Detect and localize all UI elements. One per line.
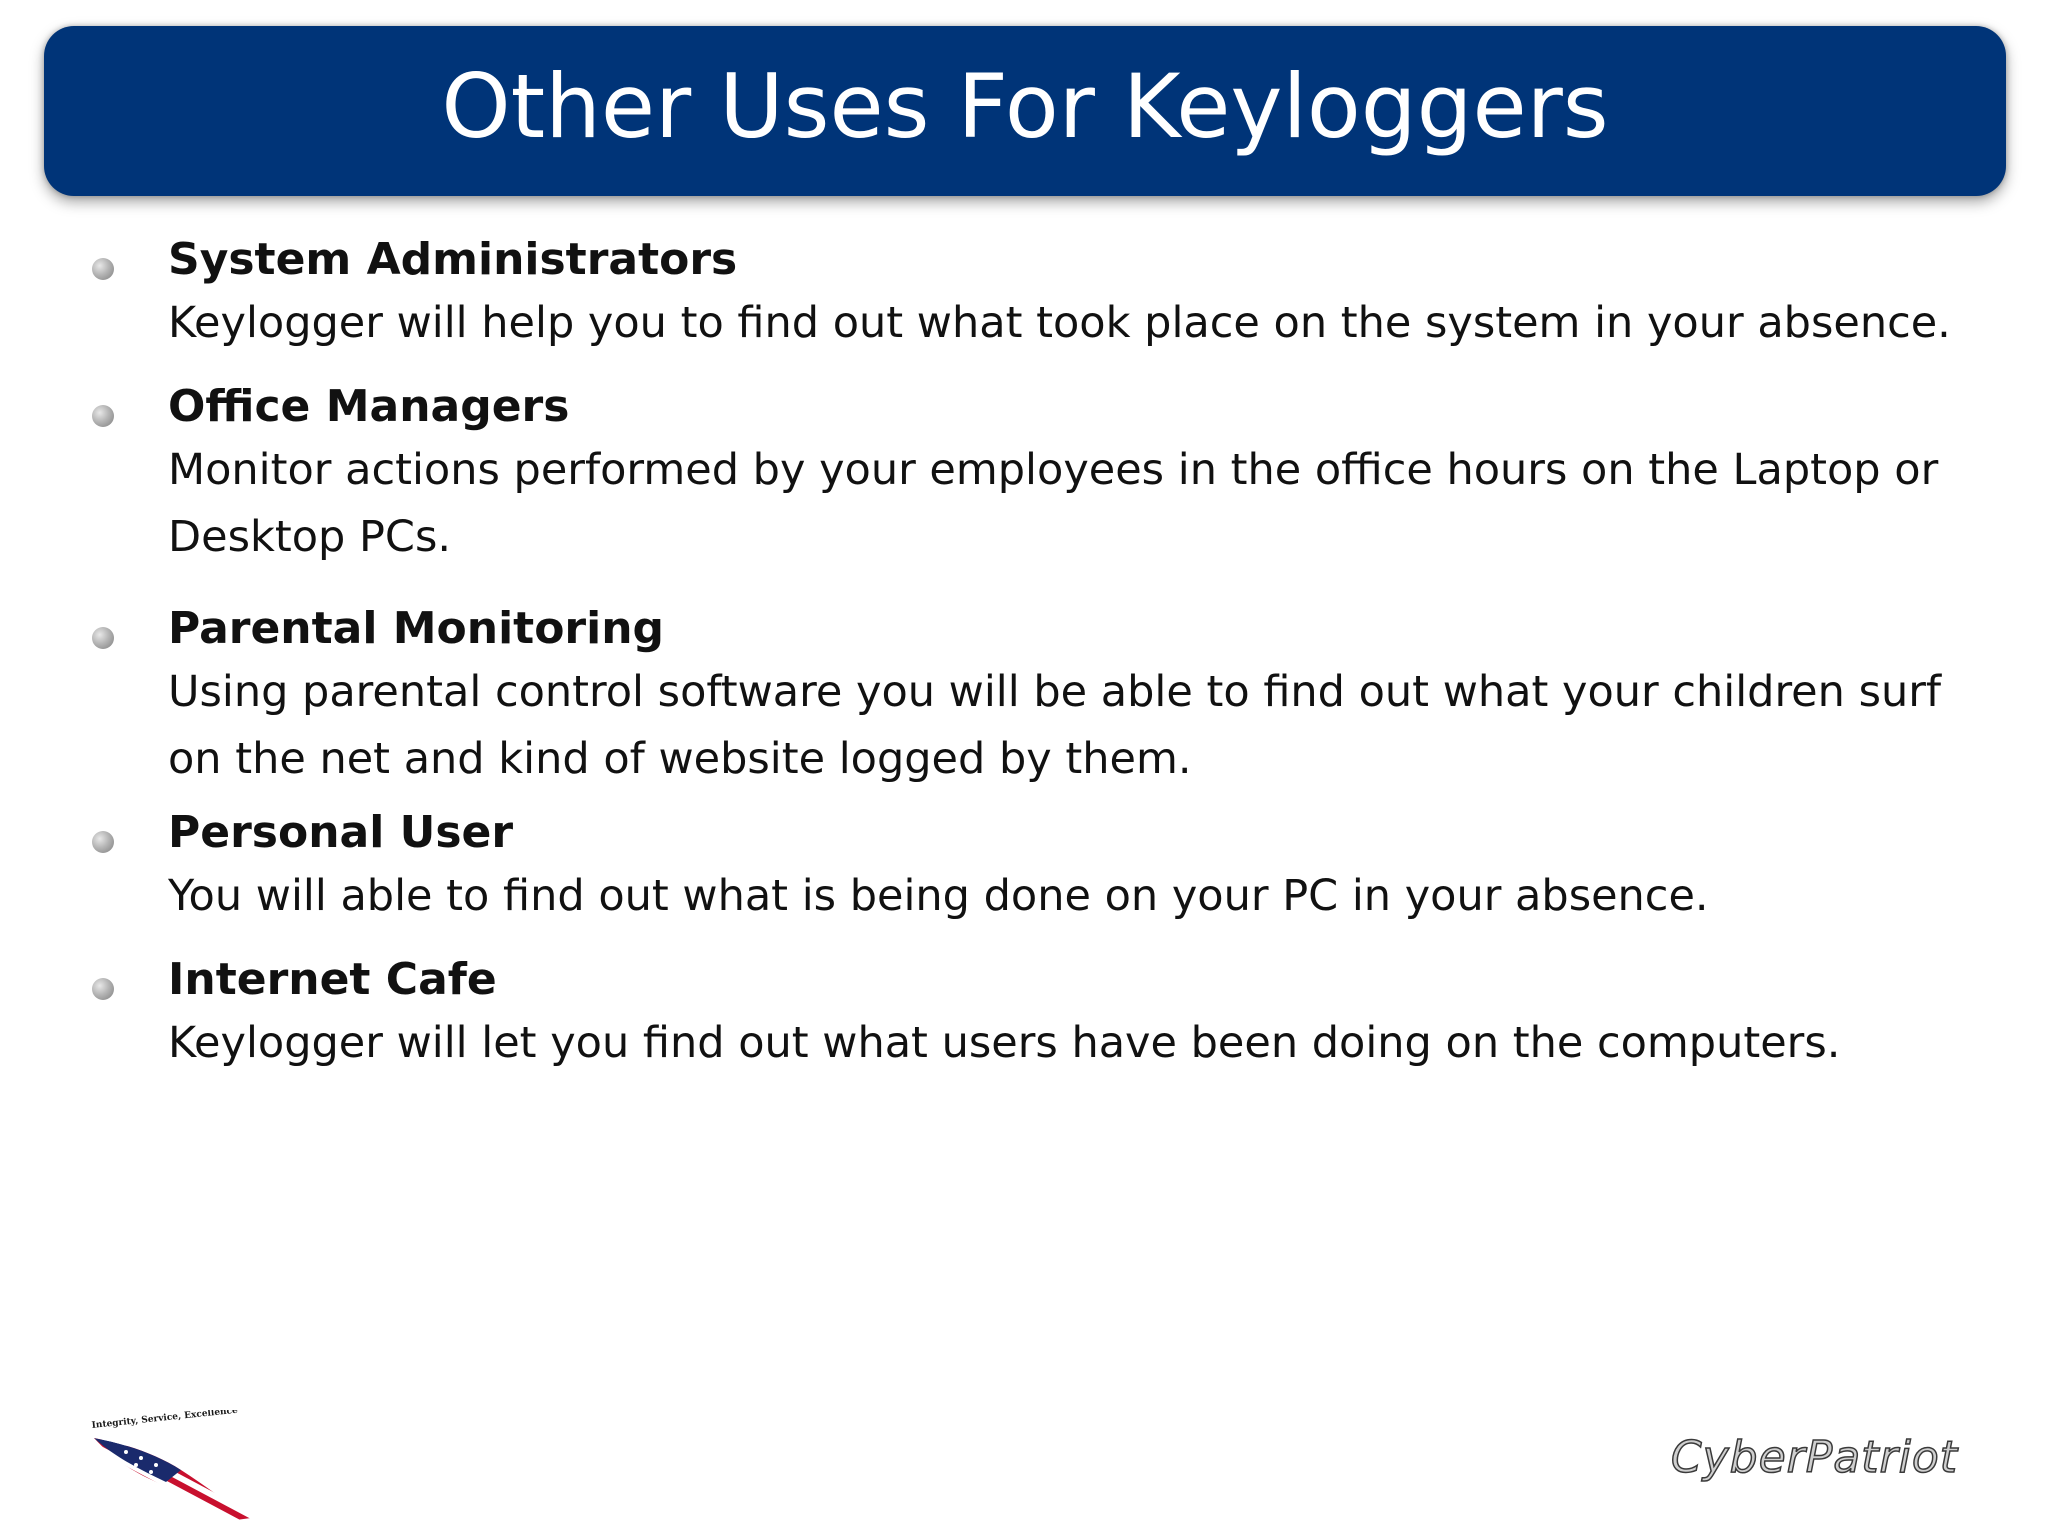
list-item xyxy=(92,950,1992,1077)
bullet-dot-icon xyxy=(92,627,114,649)
bullet-dot-icon xyxy=(92,258,114,280)
list-item xyxy=(92,377,1992,571)
item-description: You will able to find out what is being done on your PC in your absence. xyxy=(168,871,1709,921)
bullet-dot-icon xyxy=(92,831,114,853)
item-heading: Internet Cafe xyxy=(168,954,497,1005)
flag-logo xyxy=(86,1410,266,1520)
bullet-list xyxy=(92,230,1992,1077)
item-description: Using parental control software you will be able to find out what your children surf on the net and kind of website logged by them. xyxy=(168,667,1942,784)
bullet-dot-icon xyxy=(92,978,114,1000)
list-item xyxy=(92,599,1992,793)
item-description: Keylogger will let you find out what users have been doing on the computers. xyxy=(168,1018,1841,1068)
list-item xyxy=(92,803,1992,930)
us-flag-swoosh-icon xyxy=(86,1410,266,1520)
bullet-dot-icon xyxy=(92,405,114,427)
title-bar xyxy=(44,26,2006,196)
list-item xyxy=(92,230,1992,357)
item-heading: System Administrators xyxy=(168,234,738,285)
item-heading: Parental Monitoring xyxy=(168,603,665,654)
logo-motto: Integrity, Service, Excellence xyxy=(91,1410,239,1431)
item-description: Monitor actions performed by your employees in the office hours on the Laptop or Desktop PCs. xyxy=(168,445,1939,562)
item-heading: Personal User xyxy=(168,807,514,858)
item-description: Keylogger will help you to find out what took place on the system in your absence. xyxy=(168,298,1951,348)
slide-title: Other Uses For Keyloggers xyxy=(441,55,1609,158)
brand-logo: CyberPatriot xyxy=(1670,1432,1958,1483)
item-heading: Office Managers xyxy=(168,381,570,432)
